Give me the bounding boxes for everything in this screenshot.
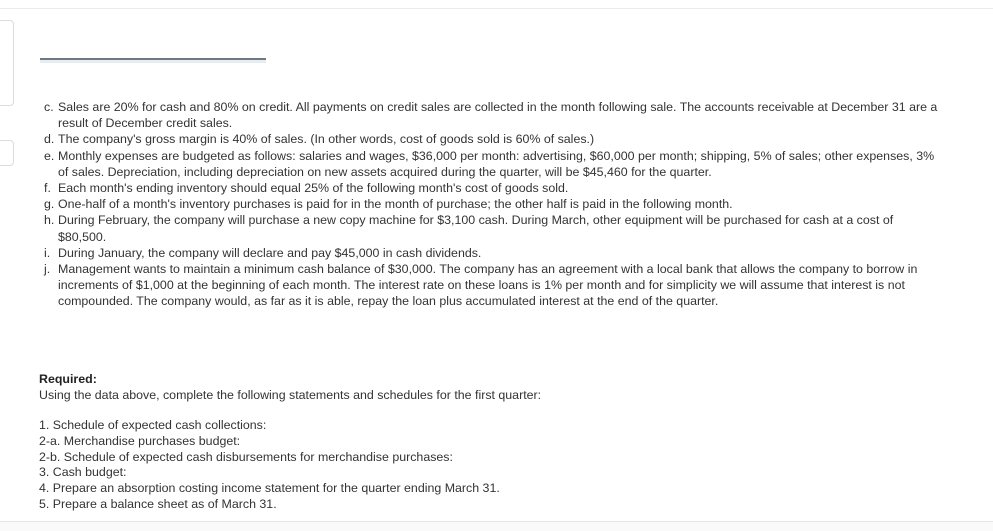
condition-text: Each month's ending inventory should equal 25% of the following month's cost of goods sold. <box>58 181 569 196</box>
condition-item <box>44 212 944 244</box>
condition-text: Monthly expenses are budgeted as follows: salaries and wages, $36,000 per month: advertising, $60,000 per month; shipping, 5% of sales; other expenses, 3% of sales. Depreciation, including depreciation on new assets acquired during the quarter, will be $45,460 for the quarter. <box>58 148 935 179</box>
progress-bar <box>40 58 266 63</box>
condition-marker: f. <box>44 181 51 196</box>
condition-text: During January, the company will declare and pay $45,000 in cash dividends. <box>58 245 482 260</box>
required-section <box>39 371 939 403</box>
condition-item <box>44 148 944 180</box>
task-item: 4. Prepare an absorption costing income statement for the quarter ending March 31. <box>39 481 500 496</box>
task-item: 1. Schedule of expected cash collections: <box>39 418 267 432</box>
condition-marker: d. <box>44 132 55 147</box>
condition-marker: g. <box>44 197 55 212</box>
condition-item <box>44 261 944 310</box>
required-instruction: Using the data above, complete the following statements and schedules for the first quarter: <box>39 388 542 402</box>
condition-marker: j. <box>44 262 51 277</box>
side-panel-tab[interactable] <box>0 140 14 166</box>
problem-conditions <box>44 99 944 310</box>
condition-marker: h. <box>44 213 55 228</box>
condition-text: Management wants to maintain a minimum cash balance of $30,000. The company has an agreement with a local bank that allows the company to borrow in increments of $1,000 at the beginning of each month. The interest rate on these loans is 1% per month and for simplicity we will assume that interest is not compounded. The company would, as far as it is able, repay the loan plus accumulated interest at the end of the quarter. <box>58 262 918 309</box>
condition-item <box>44 131 944 147</box>
task-list <box>39 418 939 513</box>
condition-item <box>44 99 944 131</box>
condition-text: During February, the company will purchase a new copy machine for $3,100 cash. During March, other equipment will be purchased for cash at a cost of $80,500. <box>58 213 894 244</box>
required-heading: Required: <box>39 372 97 386</box>
condition-item <box>44 180 944 196</box>
condition-text: One-half of a month's inventory purchases is paid for in the month of purchase; the other half is paid in the following month. <box>58 197 733 212</box>
condition-marker: c. <box>44 100 54 114</box>
condition-marker: i. <box>44 245 51 260</box>
condition-marker: e. <box>44 148 55 163</box>
condition-text: Sales are 20% for cash and 80% on credit. All payments on credit sales are collected in the month following sale. The accounts receivable at December 31 are a result of December credit sales. <box>58 100 938 131</box>
top-divider <box>0 8 993 9</box>
task-item: 2-a. Merchandise purchases budget: <box>39 433 241 448</box>
conditions-list <box>44 99 944 310</box>
condition-text: The company's gross margin is 40% of sales. (In other words, cost of goods sold is 60% of sales.) <box>58 132 595 147</box>
task-item: 2-b. Schedule of expected cash disbursements for merchandise purchases: <box>39 449 453 464</box>
task-item: 3. Cash budget: <box>39 465 127 480</box>
side-panel-tab[interactable] <box>0 20 14 106</box>
bottom-bar <box>0 522 993 531</box>
task-item: 5. Prepare a balance sheet as of March 31. <box>39 496 277 511</box>
condition-item <box>44 245 944 261</box>
condition-item <box>44 196 944 212</box>
